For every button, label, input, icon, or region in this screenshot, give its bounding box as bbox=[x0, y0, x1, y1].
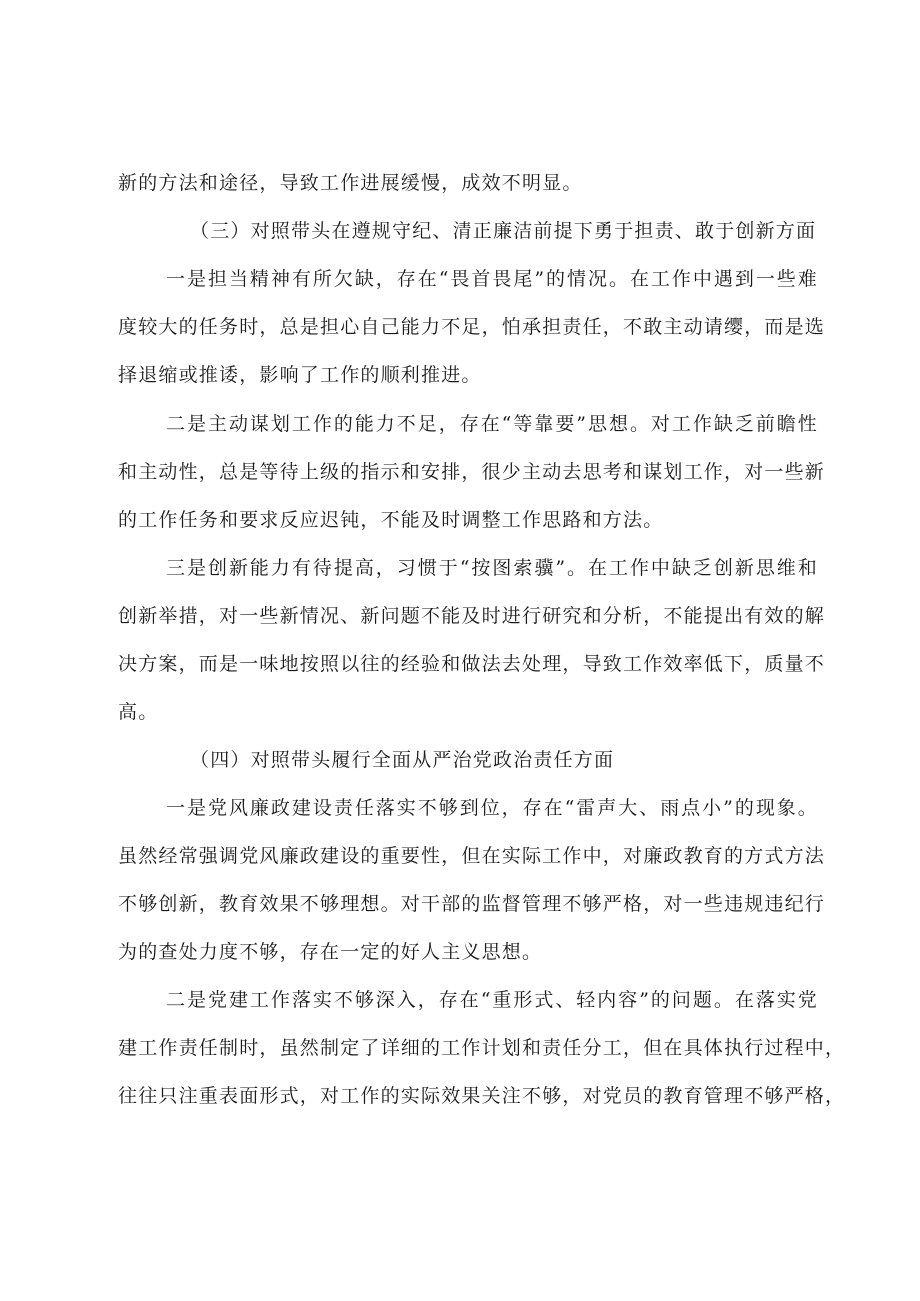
paragraph-line: 创新举措，对一些新情况、新问题不能及时进行研究和分析，不能提出有效的解 bbox=[118, 605, 826, 627]
paragraph-line: 二是党建工作落实不够深入，存在“重形式、轻内容”的问题。在落实党 bbox=[166, 989, 818, 1011]
paragraph-line: 三是创新能力有待提高，习惯于“按图索骥”。在工作中缺乏创新思维和 bbox=[166, 557, 818, 579]
paragraph-line: 往往只注重表面形式，对工作的实际效果关注不够，对党员的教育管理不够严格， bbox=[118, 1085, 846, 1107]
section-heading: （三）对照带头在遵规守纪、清正廉洁前提下勇于担责、敢于创新方面 bbox=[190, 220, 817, 242]
paragraph-line: 虽然经常强调党风廉政建设的重要性，但在实际工作中，对廉政教育的方式方法 bbox=[118, 845, 826, 867]
section-heading: （四）对照带头履行全面从严治党政治责任方面 bbox=[190, 749, 615, 771]
paragraph-line: 建工作责任制时，虽然制定了详细的工作计划和责任分工，但在具体执行过程中， bbox=[118, 1037, 846, 1059]
paragraph-line: 一是党风廉政建设责任落实不够到位，存在“雷声大、雨点小”的现象。 bbox=[166, 797, 818, 819]
paragraph-line: 一是担当精神有所欠缺，存在“畏首畏尾”的情况。在工作中遇到一些难 bbox=[166, 268, 818, 290]
paragraph-line: 的工作任务和要求反应迟钝，不能及时调整工作思路和方法。 bbox=[118, 509, 664, 531]
paragraph-line: 和主动性，总是等待上级的指示和安排，很少主动去思考和谋划工作，对一些新 bbox=[118, 461, 826, 483]
paragraph-line: 新的方法和途径，导致工作进展缓慢，成效不明显。 bbox=[118, 172, 583, 194]
paragraph-line: 为的查处力度不够，存在一定的好人主义思想。 bbox=[118, 941, 543, 963]
paragraph-line: 度较大的任务时，总是担心自己能力不足，怕承担责任，不敢主动请缨，而是选 bbox=[118, 316, 826, 338]
paragraph-line: 高。 bbox=[118, 701, 159, 723]
paragraph-line: 决方案，而是一味地按照以往的经验和做法去处理，导致工作效率低下，质量不 bbox=[118, 653, 826, 675]
paragraph-line: 择退缩或推诿，影响了工作的顺利推进。 bbox=[118, 364, 482, 386]
paragraph-line: 二是主动谋划工作的能力不足，存在“等靠要”思想。对工作缺乏前瞻性 bbox=[166, 413, 818, 435]
paragraph-line: 不够创新，教育效果不够理想。对干部的监督管理不够严格，对一些违规违纪行 bbox=[118, 893, 826, 915]
